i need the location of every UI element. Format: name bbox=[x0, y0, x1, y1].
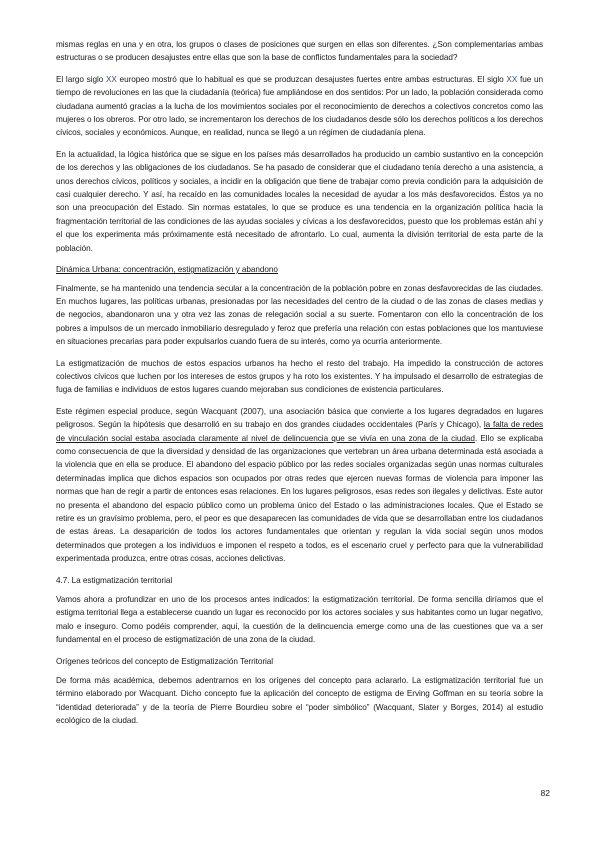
page-number: 82 bbox=[540, 788, 550, 798]
section-heading-dinamica-urbana: Dinámica Urbana: concentración, estigmatización y abandono bbox=[56, 265, 278, 275]
paragraph-actualidad: En la actualidad, la lógica histórica que se sigue en los países más desarrollados ha producido un cambio sustantivo en la concepción de los derechos y las obligaciones de los ciudadanos. Se ha pasado de considerar que el ciudadano tenía derecho a una asistencia, a unos derechos cívicos, políticos y sociales, a incidir en la obligación que tiene de trabajar como previa condición para la adquisición de casi cualquier derecho. Y así, ha recaído en las comunidades locales la necesidad de ayudar a los más desfavorecidos. Éstos ya no son una preocupación del Estado. Sin normas estatales, lo que se produce es una tendencia en la organización política hacia la fragmentación territorial de las condiciones de las ayudas sociales y cívicas a los desfavorecidos, puesto que los problemas están ahí y el que los experimenta más próximamente está necesitado de afrontarlo. Lo cual, aumenta la división territorial de esta parte de la población. bbox=[56, 149, 543, 253]
paragraph-estigmatizacion: La estigmatización de muchos de estos espacios urbanos ha hecho el resto del trabajo. Ha impedido la construcción de actores colectivos cívicos que luchen por los intereses de estos grupos y ha roto los existentes. Y ha impulsado el desarrollo de estrategias de fuga de familias e individuos de estos lugares cuando mejoraban sus condiciones de existencia particulares. bbox=[56, 358, 543, 395]
text-run: fue un tiempo de revoluciones en las que la ciudadanía (teórica) fue ampliándose en dos sentidos: Por un lado, la población considerada como ciudadana aumentó gracias a la lucha de los movimientos sociales por el reconocimiento de derechos a colectivos concretos como las mujeres o los obreros. Por otro lado, se incrementaron los derechos de los ciudadanos desde sólo los derechos políticos a los derechos cívicos, sociales y económicos. Aunque, en realidad, nunca se llegó a un régimen de ciudadanía plena. bbox=[56, 74, 543, 138]
paragraph-opening: mismas reglas en una y en otra, los grupos o clases de posiciones que surgen en ellas son diferentes. ¿Son complementarias ambas estructuras o se producen desajustes entre ellas que son la base de conflictos fundamentales para la sociedad? bbox=[56, 40, 543, 63]
section-heading-origenes: Orígenes teóricos del concepto de Estigmatización Territorial bbox=[56, 656, 274, 666]
paragraph-siglo-xx bbox=[56, 73, 543, 140]
underlined-text: la falta de redes de vinculación social estaba asociada claramente al nivel de delincuencia que se vivía en una zona de la ciudad bbox=[56, 420, 543, 443]
paragraph-finalmente: Finalmente, se ha mantenido una tendencia secular a la concentración de la población pobre en zonas desfavorecidas de las ciudades. En muchos lugares, las políticas urbanas, presionadas por las necesidades del centro de la ciudad o de las zonas de clases medias y de negocios, abandonaron una y otra vez las zonas de relegación social a su suerte. Fomentaron con ello la concentración de los pobres a impulsos de un mercado inmobiliario desregulado y feroz que prefería una relación con estas poblaciones que los mantuviese en situaciones precarias para poder expulsarlos cuando fuera de su interés, como ya ocurría anteriormente. bbox=[56, 283, 543, 347]
paragraph-profundizar: Vamos ahora a profundizar en uno de los procesos antes indicados: la estigmatización territorial. De forma sencilla diríamos que el estigma territorial llega a establecerse cuando un lugar es reconocido por los actores sociales y sus habitantes como un lugar negativo, malo e inseguro. Como podéis comprender, aquí, la cuestión de la delincuencia emerge como una de las cuestiones que va a ser fundamental en el proceso de estigmatización de una zona de la ciudad. bbox=[56, 595, 543, 645]
roman-numeral: XX bbox=[506, 74, 518, 84]
paragraph-wacquant bbox=[56, 405, 543, 566]
text-run: Este régimen especial produce, según Wacquant (2007), una asociación básica que convierte a los lugares degradados en lugares peligrosos. Según la hipótesis que desarrolló en su trabajo en dos grandes ciudades occidentales (París y Chicago), bbox=[56, 406, 543, 430]
text-run: El largo siglo bbox=[56, 74, 106, 84]
roman-numeral: XX bbox=[105, 74, 117, 84]
document-body bbox=[56, 38, 543, 736]
paragraph-academica: De forma más académica, debemos adentrarnos en los orígenes del concepto para aclararlo. La estigmatización territorial fue un término elaborado por Wacquant. Dicho concepto fue la aplicación del concepto de estigma de Erving Goffman en su teoría sobre la “identidad deteriorada” y de la teoría de Pierre Bourdieu sobre el “poder simbólico” (Wacquant, Slater y Borges, 2014) al estudio ecológico de la ciudad. bbox=[56, 676, 543, 726]
text-run: . Ello se explicaba como consecuencia de que la diversidad y densidad de las organizaciones que vertebran un área urbana determinada está asociada a la violencia que en ella se produce. El abandono del espacio público por las redes sociales organizadas según unas normas culturales determinadas implica que dichos espacios son ocupados por otras redes que ejercen nuevas formas de violencia para imponer las normas que han de regir a partir de entonces esas relaciones. En los lugares peligrosos, esas redes son ilegales y delictivas. Este autor no presenta el abandono del espacio público como un problema único del Estado o las administraciones locales. Que el Estado se retire es un gravísimo problema, pero, el peor es que desaparecen las comunidades de vida que se desarrollaban entre los ciudadanos de estas áreas. La desaparición de todos los actores fundamentales que orientan y regulan la vida social según unos modos determinados que protegen a los individuos e imponen el respeto a todos, es el escenario cruel y perfecto para que la vulnerabilidad experimentada produzca, entre otras cosas, acciones delictivas. bbox=[56, 433, 543, 564]
text-run: europeo mostró que lo habitual es que se produzcan desajustes fuertes entre ambas estructuras. El siglo bbox=[116, 74, 507, 84]
section-heading-estigmatizacion-territorial: 4.7. La estigmatización territorial bbox=[56, 575, 173, 585]
